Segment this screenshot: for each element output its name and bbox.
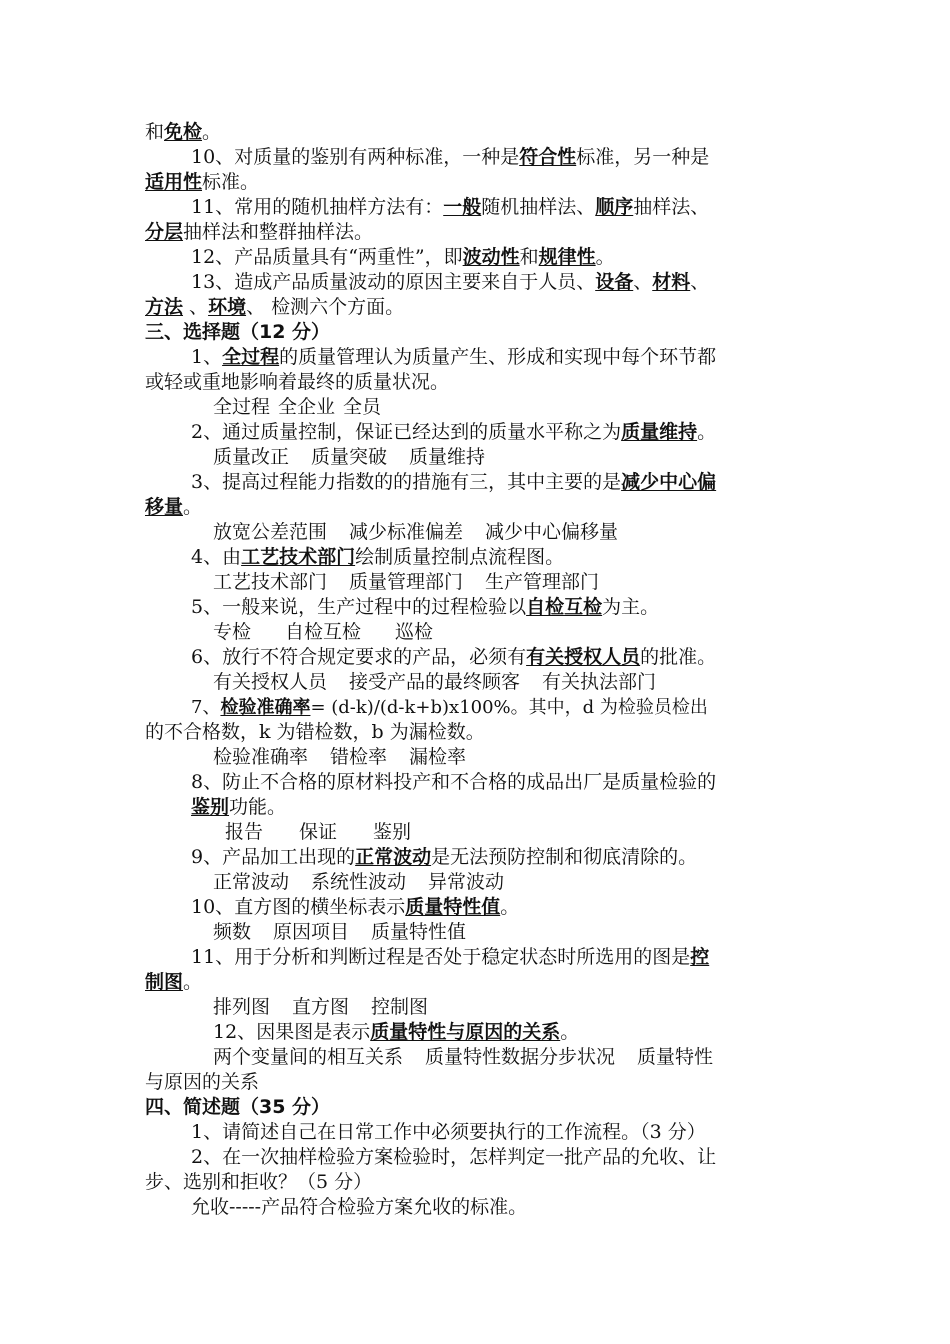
- choice-options-6: [145, 670, 810, 695]
- fill-item-11-cont: [145, 220, 810, 245]
- item-number: 2、: [191, 1146, 223, 1168]
- answer: 波动性: [462, 246, 520, 268]
- item-number: 1、: [191, 346, 223, 368]
- choice-options-9: [145, 870, 810, 895]
- fill-line-1: [145, 120, 810, 145]
- option: 异常波动: [428, 871, 505, 893]
- item-number: 1、: [191, 1121, 223, 1143]
- text: 提高过程能力指数的的措施有三，其中主要的是: [222, 471, 622, 493]
- answer: 环境: [208, 296, 247, 318]
- text: 抽样法、: [633, 196, 710, 218]
- choice-question-11-cont: [145, 970, 810, 995]
- text: 常用的随机抽样方法有：: [234, 196, 444, 218]
- option: 报告: [225, 821, 264, 843]
- choice-options-11: [145, 995, 810, 1020]
- item-number: 2、: [191, 421, 223, 443]
- option: 质量突破: [311, 446, 388, 468]
- option: 巡检: [395, 621, 434, 643]
- text: 、: [633, 271, 653, 293]
- answer: 质量特性值: [405, 896, 501, 918]
- section-heading-choice: 三、选择题（12 分）: [145, 321, 331, 343]
- answer: 自检互检: [526, 596, 603, 618]
- text: 标准，另一种是: [576, 146, 710, 168]
- text: 标准。: [202, 171, 260, 193]
- option: 全过程: [213, 396, 271, 418]
- fill-item-10-cont: [145, 170, 810, 195]
- text: 绘制质量控制点流程图。: [355, 546, 565, 568]
- text: 因果图是表示: [256, 1021, 371, 1043]
- item-number: 12、: [213, 1021, 257, 1043]
- fill-item-13: [145, 270, 810, 295]
- document-page: [145, 120, 810, 1220]
- choice-question-8-cont: [145, 795, 810, 820]
- answer: 鉴别: [191, 796, 230, 818]
- item-number: 5、: [191, 596, 223, 618]
- choice-question-8: [145, 770, 810, 795]
- answer: 顺序: [595, 196, 634, 218]
- option: 全员: [343, 396, 382, 418]
- answer: 分层: [145, 221, 184, 243]
- option: 原因项目: [273, 921, 350, 943]
- choice-options-12-cont: 与原因的关系: [145, 1071, 260, 1093]
- choice-question-3: [145, 470, 810, 495]
- choice-question-7-cont: 的不合格数，k 为错检数，b 为漏检数。: [145, 721, 485, 743]
- choice-question-12: [145, 1020, 810, 1045]
- answer: 制图: [145, 971, 184, 993]
- option: 工艺技术部门: [213, 571, 328, 593]
- choice-question-4: [145, 545, 810, 570]
- text: 防止不合格的原材料投产和不合格的成品出厂是质量检验的: [222, 771, 717, 793]
- option: 漏检率: [409, 746, 467, 768]
- option: 质量特性: [637, 1046, 714, 1068]
- text: 和: [519, 246, 539, 268]
- option: 专检: [213, 621, 252, 643]
- option: 质量管理部门: [349, 571, 464, 593]
- item-number: 3、: [191, 471, 223, 493]
- answer: 有关授权人员: [526, 646, 641, 668]
- option: 质量维持: [409, 446, 486, 468]
- answer: 正常波动: [355, 846, 432, 868]
- answer: 适用性: [145, 171, 203, 193]
- option: 检验准确率: [213, 746, 309, 768]
- option: 生产管理部门: [485, 571, 600, 593]
- choice-question-1-cont: 或轻或重地影响着最终的质量状况。: [145, 371, 450, 393]
- text: 用于分析和判断过程是否处于稳定状态时所选用的图是: [234, 946, 691, 968]
- text: 放行不符合规定要求的产品，必须有: [222, 646, 527, 668]
- answer: 方法: [145, 296, 184, 318]
- text: 。: [183, 971, 203, 993]
- choice-options-12: [145, 1045, 810, 1070]
- option: 全企业: [278, 396, 336, 418]
- text: 功能。: [229, 796, 287, 818]
- item-number: 11、: [191, 196, 235, 218]
- answer: 设备: [595, 271, 634, 293]
- option: 自检互检: [285, 621, 362, 643]
- text: 产品质量具有“两重性”，即: [234, 246, 463, 268]
- text: 直方图的横坐标表示: [234, 896, 406, 918]
- text: 请简述自己在日常工作中必须要执行的工作流程。（3 分）: [222, 1121, 706, 1143]
- text: 。: [202, 121, 222, 143]
- answer: 一般: [443, 196, 482, 218]
- item-number: 8、: [191, 771, 223, 793]
- option: 质量改正: [213, 446, 290, 468]
- text: 。: [595, 246, 615, 268]
- answer: 符合性: [519, 146, 577, 168]
- choice-question-5: [145, 595, 810, 620]
- fill-item-12: [145, 245, 810, 270]
- option: 排列图: [213, 996, 271, 1018]
- answer: 免检: [164, 121, 203, 143]
- choice-question-10: [145, 895, 810, 920]
- option: 正常波动: [213, 871, 290, 893]
- answer-accept: 允收-----产品符合检验方案允收的标准。: [191, 1196, 528, 1218]
- answer: 检验准确率: [220, 697, 311, 718]
- choice-options-4: [145, 570, 810, 595]
- answer: 控: [690, 946, 710, 968]
- answer: 工艺技术部门: [241, 546, 356, 568]
- choice-question-2: [145, 420, 810, 445]
- answer: 移量: [145, 496, 184, 518]
- choice-options-2: [145, 445, 810, 470]
- text: 是无法预防控制和彻底清除的。: [431, 846, 698, 868]
- text: 产品加工出现的: [222, 846, 356, 868]
- item-number: 6、: [191, 646, 223, 668]
- option: 错检率: [330, 746, 388, 768]
- text: 、: [690, 271, 710, 293]
- text: 。: [697, 421, 717, 443]
- choice-question-11: [145, 945, 810, 970]
- option: 两个变量间的相互关系: [213, 1046, 404, 1068]
- option: 鉴别: [373, 821, 412, 843]
- choice-options-8: [145, 820, 810, 845]
- item-number: 4、: [191, 546, 223, 568]
- fill-item-11: [145, 195, 810, 220]
- choice-options-5: [145, 620, 810, 645]
- text: 一般来说，生产过程中的过程检验以: [222, 596, 527, 618]
- choice-question-9: [145, 845, 810, 870]
- choice-question-6: [145, 645, 810, 670]
- option: 质量特性值: [371, 921, 467, 943]
- item-number: 10、: [191, 896, 235, 918]
- item-number: 9、: [191, 846, 223, 868]
- answer: 质量特性与原因的关系: [370, 1021, 561, 1043]
- option: 有关授权人员: [213, 671, 328, 693]
- answer: 质量维持: [621, 421, 698, 443]
- text: 。: [560, 1021, 580, 1043]
- text: 。: [500, 896, 520, 918]
- answer: 规律性: [538, 246, 596, 268]
- choice-options-10: [145, 920, 810, 945]
- text: 、: [183, 296, 209, 318]
- option: 质量特性数据分步状况: [425, 1046, 616, 1068]
- option: 减少中心偏移量: [485, 521, 619, 543]
- section-heading-short-answer: 四、简述题（35 分）: [145, 1096, 331, 1118]
- text: 的质量管理认为质量产生、形成和实现中每个环节都: [279, 346, 717, 368]
- option: 控制图: [371, 996, 429, 1018]
- text: 、 检测六个方面。: [246, 296, 405, 318]
- option: 频数: [213, 921, 252, 943]
- text: 和: [145, 121, 165, 143]
- item-number: 10、: [191, 146, 235, 168]
- short-question-2-cont: 步、选别和拒收？（5 分）: [145, 1171, 373, 1193]
- text: 随机抽样法、: [481, 196, 596, 218]
- option: 保证: [299, 821, 338, 843]
- choice-options-7: [145, 745, 810, 770]
- option: 放宽公差范围: [213, 521, 328, 543]
- option: 接受产品的最终顾客: [349, 671, 521, 693]
- option: 系统性波动: [311, 871, 407, 893]
- option: 有关执法部门: [542, 671, 657, 693]
- text: 抽样法和整群抽样法。: [183, 221, 374, 243]
- fill-item-10: [145, 145, 810, 170]
- choice-question-1: [145, 345, 810, 370]
- answer: 材料: [652, 271, 691, 293]
- choice-question-3-cont: [145, 495, 810, 520]
- fill-item-13-cont: [145, 295, 810, 320]
- text: 通过质量控制，保证已经达到的质量水平称之为: [222, 421, 622, 443]
- text: 的批准。: [640, 646, 717, 668]
- text: = (d-k)/(d-k+b)x100%。其中，d 为检验员检出: [310, 697, 708, 718]
- answer: 全过程: [222, 346, 280, 368]
- option: 减少标准偏差: [349, 521, 464, 543]
- choice-options-3: [145, 520, 810, 545]
- short-question-2: [145, 1145, 810, 1170]
- item-number: 13、: [191, 271, 235, 293]
- choice-options-1: [145, 395, 810, 420]
- text: 在一次抽样检验方案检验时，怎样判定一批产品的允收、让: [222, 1146, 717, 1168]
- short-question-1: [145, 1120, 810, 1145]
- text: 对质量的鉴别有两种标准，一种是: [234, 146, 520, 168]
- item-number: 12、: [191, 246, 235, 268]
- item-number: 11、: [191, 946, 235, 968]
- text: 由: [222, 546, 242, 568]
- item-number: 7、: [191, 697, 221, 718]
- choice-question-7: [145, 695, 810, 720]
- answer: 减少中心偏: [621, 471, 717, 493]
- text: 造成产品质量波动的原因主要来自于人员、: [234, 271, 596, 293]
- text: 为主。: [602, 596, 660, 618]
- option: 直方图: [292, 996, 350, 1018]
- text: 。: [183, 496, 203, 518]
